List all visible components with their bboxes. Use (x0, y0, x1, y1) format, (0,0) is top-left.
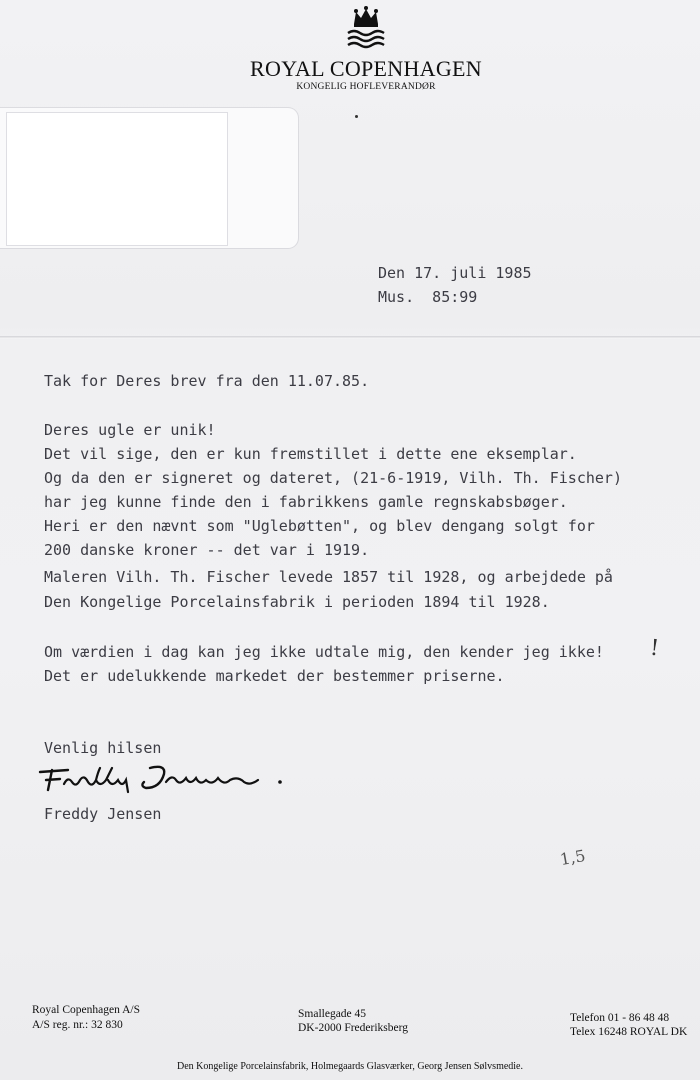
ink-dot (355, 115, 358, 118)
body-line: Det er udelukkende markedet der bestemmer priserne. (44, 667, 505, 685)
brand-tagline: KONGELIG HOFLEVERANDØR (296, 82, 436, 92)
handwritten-signature (38, 758, 298, 794)
date-line: Den 17. juli 1985 (378, 264, 532, 282)
body-line: Og da den er signeret og dateret, (21-6-1919, Vilh. Th. Fischer) (44, 469, 622, 487)
body-line: Den Kongelige Porcelainsfabrik i perioden 1894 til 1928. (44, 593, 550, 611)
footer-phone: Telefon 01 - 86 48 48 (570, 1012, 670, 1024)
signer-name: Freddy Jensen (44, 805, 162, 823)
footer-street: Smallegade 45 (298, 1008, 367, 1020)
body-line: Heri er den nævnt som "Uglebøtten", og blev dengang solgt for (44, 517, 595, 535)
footer-subsidiaries: Den Kongelige Porcelainsfabrik, Holmegaards Glasværker, Georg Jensen Sølvsmedie. (177, 1061, 523, 1072)
body-line: Maleren Vilh. Th. Fischer levede 1857 til 1928, og arbejdede på (44, 568, 613, 586)
address-sticker (6, 112, 228, 246)
body-line: Deres ugle er unik! (44, 421, 216, 439)
footer-company: Royal Copenhagen A/S (32, 1004, 140, 1016)
footer-city: DK-2000 Frederiksberg (298, 1022, 408, 1034)
handwritten-exclamation: ! (648, 635, 661, 662)
handwritten-pencil-note: 1,5 (558, 845, 587, 870)
footer-registration: A/S reg. nr.: 32 830 (32, 1019, 123, 1031)
body-line: har jeg kunne finde den i fabrikkens gamle regnskabsbøger. (44, 493, 568, 511)
closing-line: Venlig hilsen (44, 739, 162, 757)
body-line: 200 danske kroner -- det var i 1919. (44, 541, 370, 559)
paper-fold (0, 336, 700, 339)
body-line: Om værdien i dag kan jeg ikke udtale mig, den kender jeg ikke! (44, 643, 604, 661)
crown-waves-logo-icon (342, 4, 390, 52)
greeting-line: Tak for Deres brev fra den 11.07.85. (44, 372, 370, 390)
reference-line: Mus. 85:99 (378, 288, 478, 306)
body-line: Det vil sige, den er kun fremstillet i dette ene eksemplar. (44, 445, 577, 463)
brand-name: ROYAL COPENHAGEN (250, 56, 482, 81)
footer-telex: Telex 16248 ROYAL DK (570, 1026, 688, 1038)
